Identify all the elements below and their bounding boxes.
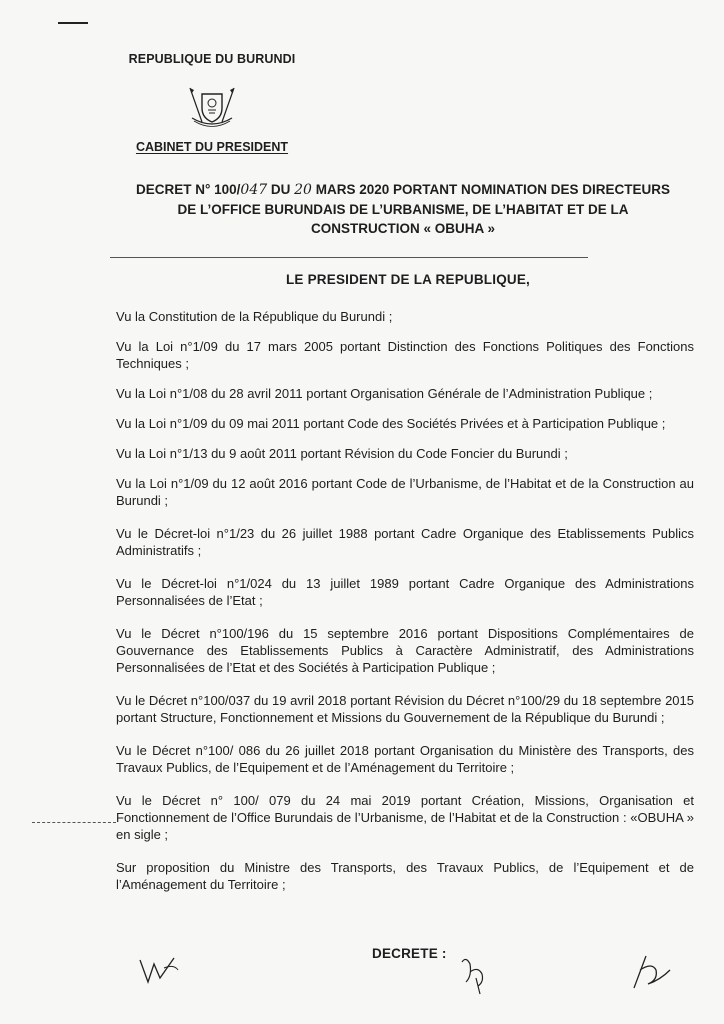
country-name: REPUBLIQUE DU BURUNDI bbox=[128, 52, 296, 66]
considerations-list bbox=[116, 308, 694, 893]
consideration-item: Vu la Loi n°1/09 du 09 mai 2011 portant Code des Sociétés Privées et à Participation Publique ; bbox=[116, 416, 666, 431]
decree-title-line-3: CONSTRUCTION « OBUHA » bbox=[310, 221, 495, 236]
corner-mark bbox=[58, 22, 88, 24]
consideration-item: Vu le Décret n°100/196 du 15 septembre 2016 portant Dispositions Complémentaires de Gouvernance des Etablissements Publics à Caractère Administratif, des Administrations Personnalisées de l’Etat et des Sociétés à Participation Publique ; bbox=[116, 626, 694, 675]
consideration-item: Vu le Décret-loi n°1/024 du 13 juillet 1989 portant Cadre Organique des Administrations Personnalisées de l’Etat ; bbox=[116, 576, 694, 608]
consideration-item: Vu la Constitution de la République du Burundi ; bbox=[116, 309, 393, 324]
initials-mark-center bbox=[452, 952, 496, 996]
consideration-item: Vu le Décret-loi n°1/23 du 26 juillet 1988 portant Cadre Organique des Etablissements Publics Administratifs ; bbox=[116, 526, 694, 558]
decree-du: DU bbox=[267, 182, 295, 197]
decree-title-line-1 bbox=[118, 180, 688, 200]
consideration-item: Vu la Loi n°1/08 du 28 avril 2011 portant Organisation Générale de l’Administration Publique ; bbox=[116, 386, 653, 401]
cabinet-title: CABINET DU PRESIDENT bbox=[135, 140, 289, 154]
consideration-item: Vu le Décret n° 100/ 079 du 24 mai 2019 portant Création, Missions, Organisation et Fonctionnement de l’Office Burundais de l’Urbanisme, de l’Habitat et de la Construction : «OBUHA » en sigle ; bbox=[116, 793, 694, 842]
decree-title-line-2: DE L’OFFICE BURUNDAIS DE L’URBANISME, DE L’HABITAT ET DE LA bbox=[177, 202, 629, 217]
consideration-item: Vu la Loi n°1/13 du 9 août 2011 portant Révision du Code Foncier du Burundi ; bbox=[116, 446, 568, 461]
consideration-item: Vu le Décret n°100/037 du 19 avril 2018 portant Révision du Décret n°100/29 du 18 septembre 2015 portant Structure, Fonctionnement et Missions du Gouvernement de la République du Burundi ; bbox=[116, 693, 694, 725]
consideration-item: Vu le Décret n°100/ 086 du 26 juillet 2018 portant Organisation du Ministère des Transports, des Travaux Publics, de l’Equipement et de l’Aménagement du Territoire ; bbox=[116, 743, 694, 775]
decrete-heading: DECRETE : bbox=[372, 946, 447, 961]
president-heading: LE PRESIDENT DE LA REPUBLIQUE, bbox=[285, 272, 531, 287]
decree-day-handwritten: 20 bbox=[294, 182, 312, 198]
initials-mark-left bbox=[134, 954, 184, 988]
consideration-item: Vu la Loi n°1/09 du 12 août 2016 portant Code de l’Urbanisme, de l’Habitat et de la Construction au Burundi ; bbox=[116, 476, 694, 508]
decree-title bbox=[118, 180, 688, 238]
decree-number-handwritten: 047 bbox=[240, 182, 268, 198]
decree-prefix: DECRET N° 100/ bbox=[135, 182, 241, 197]
coat-of-arms-icon bbox=[180, 84, 244, 130]
title-divider bbox=[110, 257, 588, 258]
consideration-item: Sur proposition du Ministre des Transports, des Travaux Publics, de l’Equipement et de l’Aménagement du Territoire ; bbox=[116, 860, 694, 892]
consideration-item: Vu la Loi n°1/09 du 17 mars 2005 portant Distinction des Fonctions Politiques des Fonctions Techniques ; bbox=[116, 339, 694, 371]
initials-mark-right bbox=[626, 950, 680, 994]
letterhead bbox=[112, 52, 312, 154]
margin-dash-line bbox=[32, 822, 116, 823]
decree-title-rest: MARS 2020 PORTANT NOMINATION DES DIRECTEURS bbox=[311, 182, 671, 197]
